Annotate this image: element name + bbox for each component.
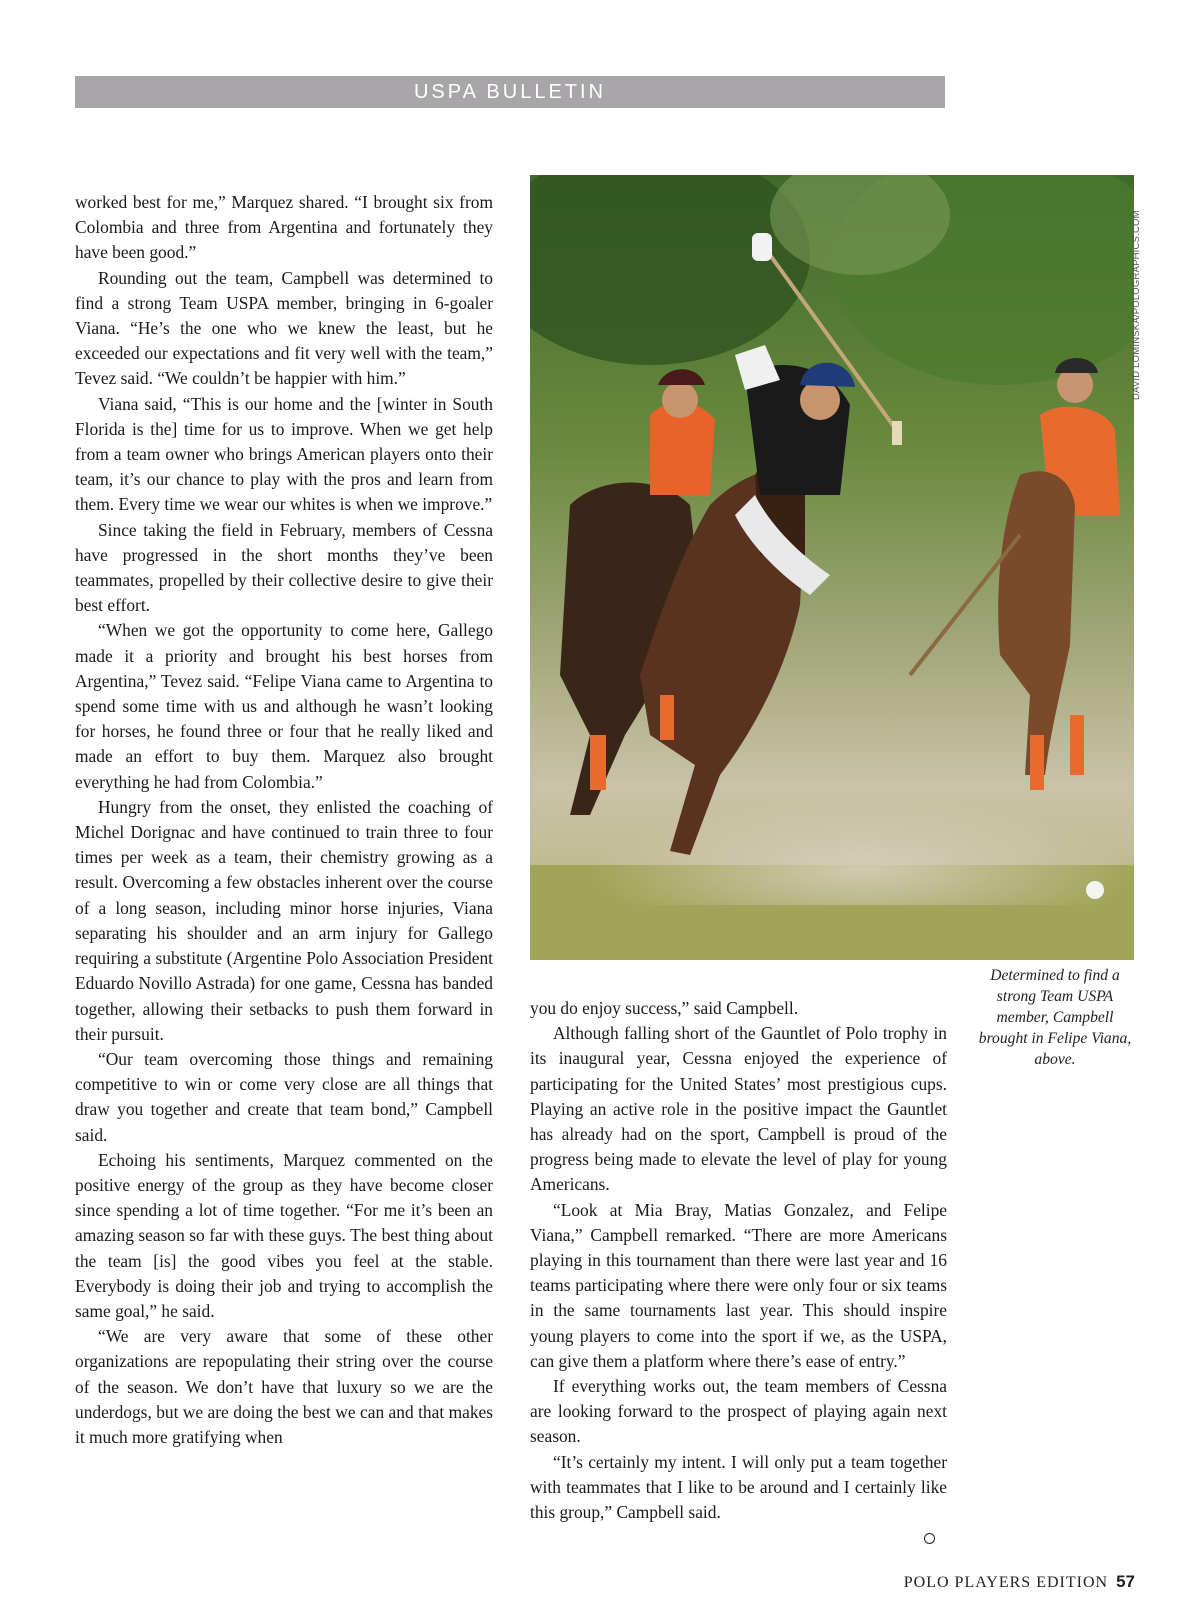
- paragraph: “Look at Mia Bray, Matias Gonzalez, and Felipe Viana,” Campbell remarked. “There are more Americans playing in this tournament than there were last year and 16 teams participating where there were only four or six teams in the same tournaments last year. This should inspire young players to come into the sport if we, as the USPA, can give them a platform where there’s ease of entry.”: [530, 1199, 947, 1371]
- paragraph: worked best for me,” Marquez shared. “I brought six from Colombia and three from Argentina and fortunately they have been good.”: [75, 192, 493, 263]
- section-title: USPA BULLETIN: [413, 81, 607, 103]
- paragraph: Echoing his sentiments, Marquez commented on the positive energy of the group as they have become closer since spending a lot of time together. “For me it’s been an amazing season so far with these guys. The best thing about the team [is] the good vibes you feel at the stable. Everybody is doing their job and trying to accomplish the same goal,” he said.: [75, 1149, 493, 1321]
- section-header-bar: [75, 76, 945, 108]
- paragraph: Since taking the field in February, members of Cessna have progressed in the short months they’ve been teammates, propelled by their collective desire to give their best effort.: [75, 519, 493, 616]
- article-column-left: [75, 190, 493, 1450]
- paragraph: “It’s certainly my intent. I will only put a team together with teammates that I like to be around and I certainly like this group,” Campbell said.: [530, 1451, 947, 1523]
- photo-caption: Determined to find a strong Team USPA member, Campbell brought in Felipe Viana, above.: [978, 967, 1132, 1068]
- paragraph: you do enjoy success,” said Campbell.: [530, 998, 799, 1018]
- paragraph: “When we got the opportunity to come here, Gallego made it a priority and brought his best horses from Argentina,” Tevez said. “Felipe Viana came to Argentina to spend some time with us and although he wasn’t looking for horses, he found three or four that he really liked and made an effort to buy them. Marquez also brought everything he had from Colombia.”: [75, 620, 493, 792]
- page-number: 57: [1116, 1572, 1135, 1591]
- paragraph: Viana said, “This is our home and the [winter in South Florida is the] time for us to improve. When we get help from a team owner who brings American players onto their team, it’s our chance to play with the pros and learn from them. Every time we wear our whites is when we improve.”: [75, 393, 493, 515]
- paragraph: Hungry from the onset, they enlisted the coaching of Michel Dorignac and have continued to train three to four times per week as a team, their chemistry growing as a result. Overcoming a few obstacles inherent over the course of a long season, including minor horse injuries, Viana separating his shoulder and an arm injury for Gallego requiring a substitute (Argentine Polo Association President Eduardo Novillo Astrada) for one game, Cessna has banded together, allowing their setbacks to push them forward in their pursuit.: [75, 796, 493, 1044]
- end-of-article-mark: [924, 1533, 935, 1544]
- paragraph: Although falling short of the Gauntlet of Polo trophy in its inaugural year, Cessna enjoyed the experience of participating for the United States’ most prestigious cups. Playing an active role in the positive impact the Gauntlet has already had on the sport, Campbell is proud of the progress being made to elevate the level of play for young Americans.: [530, 1023, 947, 1195]
- publication-name: POLO PLAYERS EDITION: [903, 1574, 1109, 1591]
- paragraph: If everything works out, the team members of Cessna are looking forward to the prospect of playing again next season.: [530, 1376, 947, 1447]
- paragraph: Rounding out the team, Campbell was determined to find a strong Team USPA member, bringing in 6-goaler Viana. “He’s the one who we knew the least, but he exceeded our expectations and fit very well with the team,” Tevez said. “We couldn’t be happier with him.”: [75, 267, 493, 389]
- photo-credit: DAVID LOMINSKA/POLOGRAPHICS.COM: [1131, 210, 1142, 400]
- paragraph: “We are very aware that some of these other organizations are repopulating their string over the course of the season. We don’t have that luxury so we are the underdogs, but we are doing the best we can and that makes it much more gratifying when: [75, 1326, 493, 1447]
- paragraph: “Our team overcoming those things and remaining competitive to win or come very close are all things that draw you together and create that team bond,” Campbell said.: [75, 1048, 493, 1145]
- polo-match-photo: [530, 175, 1134, 960]
- page-footer: [904, 1572, 1135, 1592]
- article-column-right: [530, 996, 947, 1525]
